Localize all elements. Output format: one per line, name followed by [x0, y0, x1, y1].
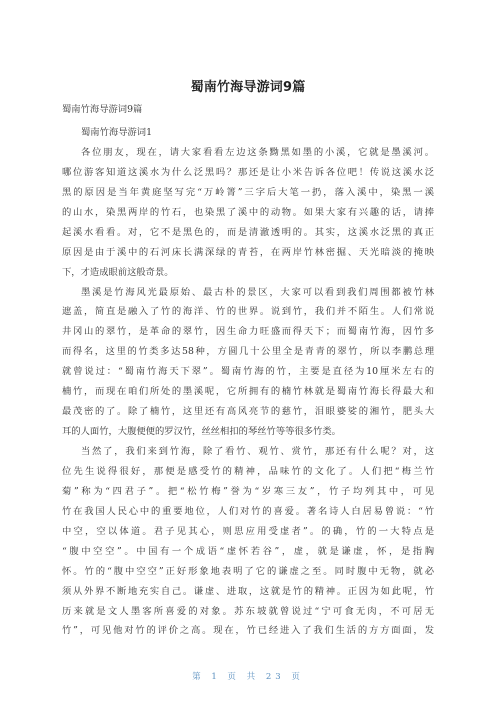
page-footer: 第 1 页 共 23 页: [192, 672, 304, 682]
body-text-line: 须从外界不断地充实自己。谦虚、进取，这就是竹的精神。正因为如此呢，竹: [62, 585, 434, 597]
document-subtitle: 蜀南竹海导游词9篇: [62, 104, 143, 115]
body-text-line: 井冈山的翠竹，是革命的翠竹，因生命力旺盛而得天下；而蜀南竹海，因竹多: [62, 326, 434, 338]
body-text-line: 竹在我国人民心中的重要地位，人们对竹的喜爱。著名诗人白居易曾说：“竹: [62, 505, 434, 517]
body-text-line: “腹中空空”。中国有一个成语“虚怀若谷”，虚，就是谦虚，怀，是指胸: [62, 545, 434, 557]
body-text-line: 下，才造成眼前这般奇景。: [62, 266, 174, 278]
body-text-line: 位先生说得很好，那便是感受竹的精神，品味竹的文化了。人们把“梅兰竹: [62, 465, 434, 477]
body-text-line: 最茂密的了。除了楠竹，这里还有高风亮节的慈竹，泪眼婆娑的湘竹，肥头大: [62, 406, 434, 418]
body-text-line: 而得名，这里的竹类多达58种，方圆几十公里全是青青的翠竹，所以李鹏总理: [62, 346, 434, 358]
body-text-line: 当然了，我们来到竹海，除了看竹、观竹、赏竹，那还有什么呢？对，这: [81, 446, 434, 457]
body-text-line: 楠竹，而现在咱们所处的墨溪呢，它所拥有的楠竹林就是蜀南竹海长得最大和: [62, 386, 434, 398]
body-text-line: 中空，空以体道。君子见其心，则思应用受虚者”。的确，竹的一大特点是: [62, 525, 434, 537]
body-text-line: 原因是由于溪中的石河床长满深绿的青苔，在两岸竹林密掘、天光暗淡的掩映: [62, 246, 434, 258]
body-text-line: 遮盖，简直是融入了竹的海洋、竹的世界。说到竹，我们并不陌生。人们常说: [62, 306, 434, 318]
body-text-line: 耳的人面竹，大腹便便的罗汉竹，丝丝相扣的琴丝竹等等很多竹类。: [62, 426, 341, 438]
body-text-line: 就曾说过：“蜀南竹海天下翠”。蜀南竹海的竹，主要是直径为10厘米左右的: [62, 366, 434, 378]
body-text-line: 墨溪是竹海风光最原始、最古朴的景区，大家可以看到我们周围都被竹林: [81, 286, 434, 298]
body-text-line: 竹”，可见他对竹的评价之高。现在，竹已经进入了我们生活的方方面面，发: [62, 625, 434, 637]
body-text-line: 起溪水看看。对，它不是黑色的，而是清澈透明的。其实，这溪水泛黑的真正: [62, 226, 434, 238]
body-text-line: 菊”称为“四君子”。把“松竹梅”誉为“岁寒三友”，竹子均列其中，可见: [62, 485, 434, 497]
document-body: [62, 123, 434, 641]
body-text-line: 黑的原因是当年黄庭坚写完“万岭箐”三字后大笔一扔，落入溪中，染黑一溪: [62, 186, 434, 198]
body-text-line: 蜀南竹海导游词1: [81, 127, 152, 138]
body-text-line: 的山水，染黑两岸的竹石，也染黑了溪中的动物。如果大家有兴趣的话，请捧: [62, 206, 434, 218]
body-text-line: 怀。竹的“腹中空空”正好形象地表明了它的谦虚之至。同时腹中无物，就必: [62, 565, 434, 577]
document-title: 蜀南竹海导游词9篇: [190, 80, 306, 95]
body-text-line: 各位朋友，现在，请大家看看左边这条黝黑如墨的小溪，它就是墨溪河。: [81, 146, 434, 158]
body-text-line: 哪位游客知道这溪水为什么泛黑吗？那还是让小米告诉各位吧！传说这溪水泛: [62, 166, 434, 178]
body-text-line: 历来就是文人墨客所喜爱的对象。苏东坡就曾说过“宁可食无肉，不可居无: [62, 605, 434, 617]
